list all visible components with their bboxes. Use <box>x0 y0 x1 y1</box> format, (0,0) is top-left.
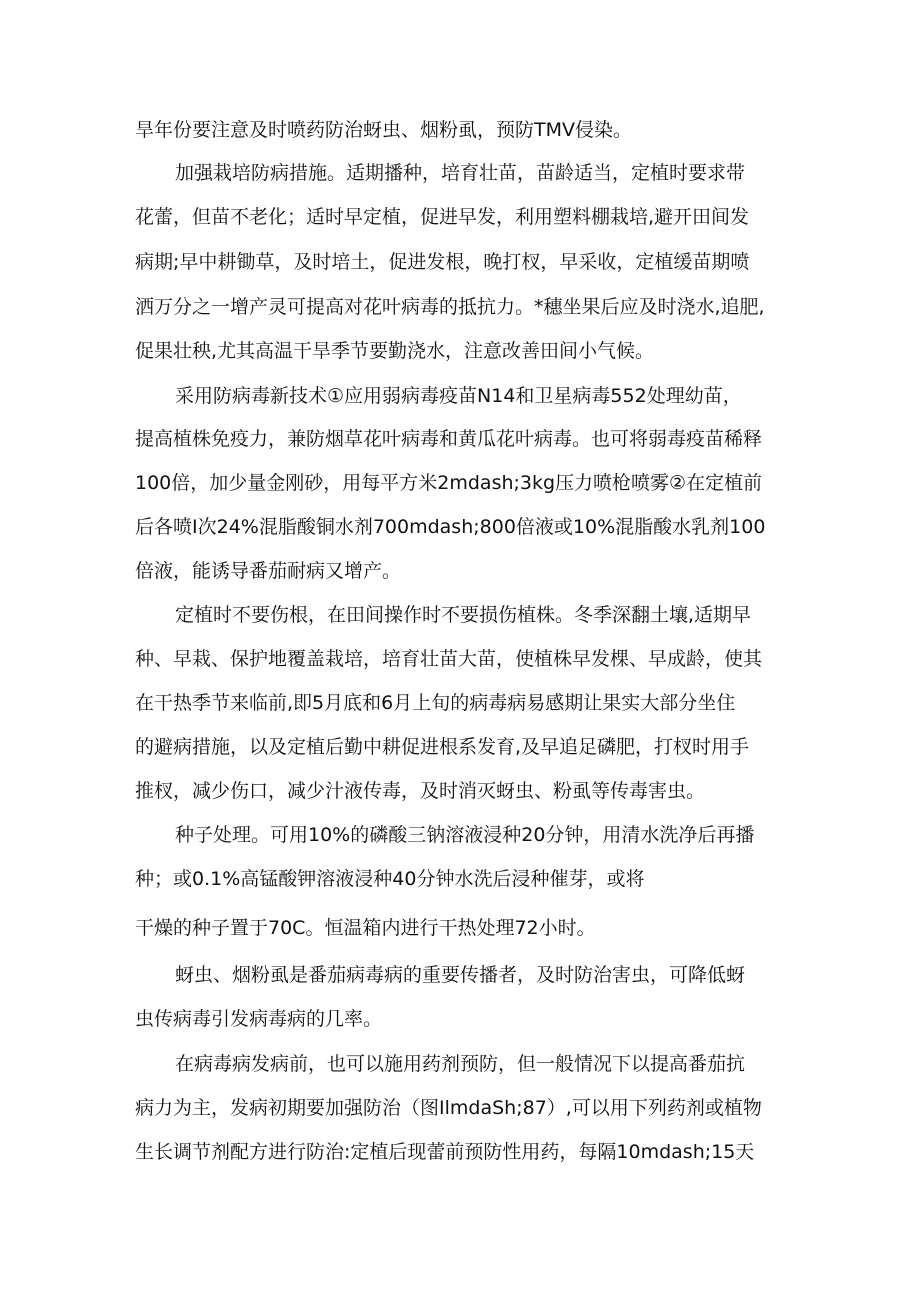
text-line: 种、早栽、保护地覆盖栽培，培育壮苗大苗，使植株早发棵、早成龄，使其 <box>135 648 763 670</box>
text-line: 生长调节剂配方进行防治:定植后现蕾前预防性用药，每隔10mdash;15天 <box>135 1141 755 1163</box>
text-line: 提高植株免疫力，兼防烟草花叶病毒和黄瓜花叶病毒。也可将弱毒疫苗稀释 <box>135 428 763 450</box>
text-line: 100倍，加少量金刚砂，用每平方米2mdash;3kg压力喷枪喷雾②在定植前 <box>135 472 763 494</box>
text-line: 洒万分之一增产灵可提高对花叶病毒的抵抗力。*穗坐果后应及时浇水,追肥, <box>135 296 765 318</box>
text-line: 旱年份要注意及时喷药防治蚜虫、烟粉虱，预防TMV侵染。 <box>135 119 632 141</box>
paragraph-start-line: 采用防病毒新技术①应用弱病毒疫苗N14和卫星病毒552处理幼苗， <box>175 385 742 407</box>
text-line: 病力为主，发病初期要加强防治（图IlmdaSh;87）,可以用下列药剂或植物 <box>135 1097 762 1119</box>
text-line: 推杈，减少伤口，减少汁液传毒，及时消灭蚜虫、粉虱等传毒害虫。 <box>135 780 706 802</box>
text-line: 虫传病毒引发病毒病的几率。 <box>135 1008 383 1030</box>
paragraph-start-line: 定植时不要伤根，在田间操作时不要损伤植株。冬季深翻土壤,适期早 <box>175 604 752 626</box>
paragraph-start-line: 加强栽培防病措施。适期播种，培育壮苗，苗龄适当，定植时要求带 <box>175 162 746 184</box>
text-line: 花蕾，但苗不老化；适时早定植，促进早发，利用塑料棚栽培,避开田间发 <box>135 206 750 228</box>
text-line: 病期;早中耕锄草，及时培土，促进发根，晚打杈，早采收，定植缓苗期喷 <box>135 251 750 273</box>
text-line: 后各喷I次24%混脂酸铜水剂700mdash;800倍液或10%混脂酸水乳剂100 <box>135 516 766 538</box>
paragraph-start-line: 种子处理。可用10%的磷酸三钠溶液浸种20分钟，用清水洗净后再播 <box>175 824 755 846</box>
paragraph-start-line: 蚜虫、烟粉虱是番茄病毒病的重要传播者，及时防治害虫，可降低蚜 <box>175 964 746 986</box>
paragraph-start-line: 在病毒病发病前，也可以施用药剂预防，但一般情况下以提高番茄抗 <box>175 1053 746 1075</box>
text-line: 干燥的种子置于70C。恒温箱内进行干热处理72小时。 <box>135 917 596 939</box>
text-line: 倍液，能诱导番茄耐病又增产。 <box>135 560 402 582</box>
text-line: 种；或0.1%高锰酸钾溶液浸种40分钟水洗后浸种催芽，或将 <box>135 868 645 890</box>
text-line: 促果壮秧,尤其高温干旱季节要勤浇水，注意改善田间小气候。 <box>135 340 655 362</box>
text-line: 的避病措施，以及定植后勤中耕促进根系发育,及早追足磷肥，打杈时用手 <box>135 736 750 758</box>
text-line: 在干热季节来临前,即5月底和6月上旬的病毒病易感期让果实大部分坐住 <box>135 692 736 714</box>
